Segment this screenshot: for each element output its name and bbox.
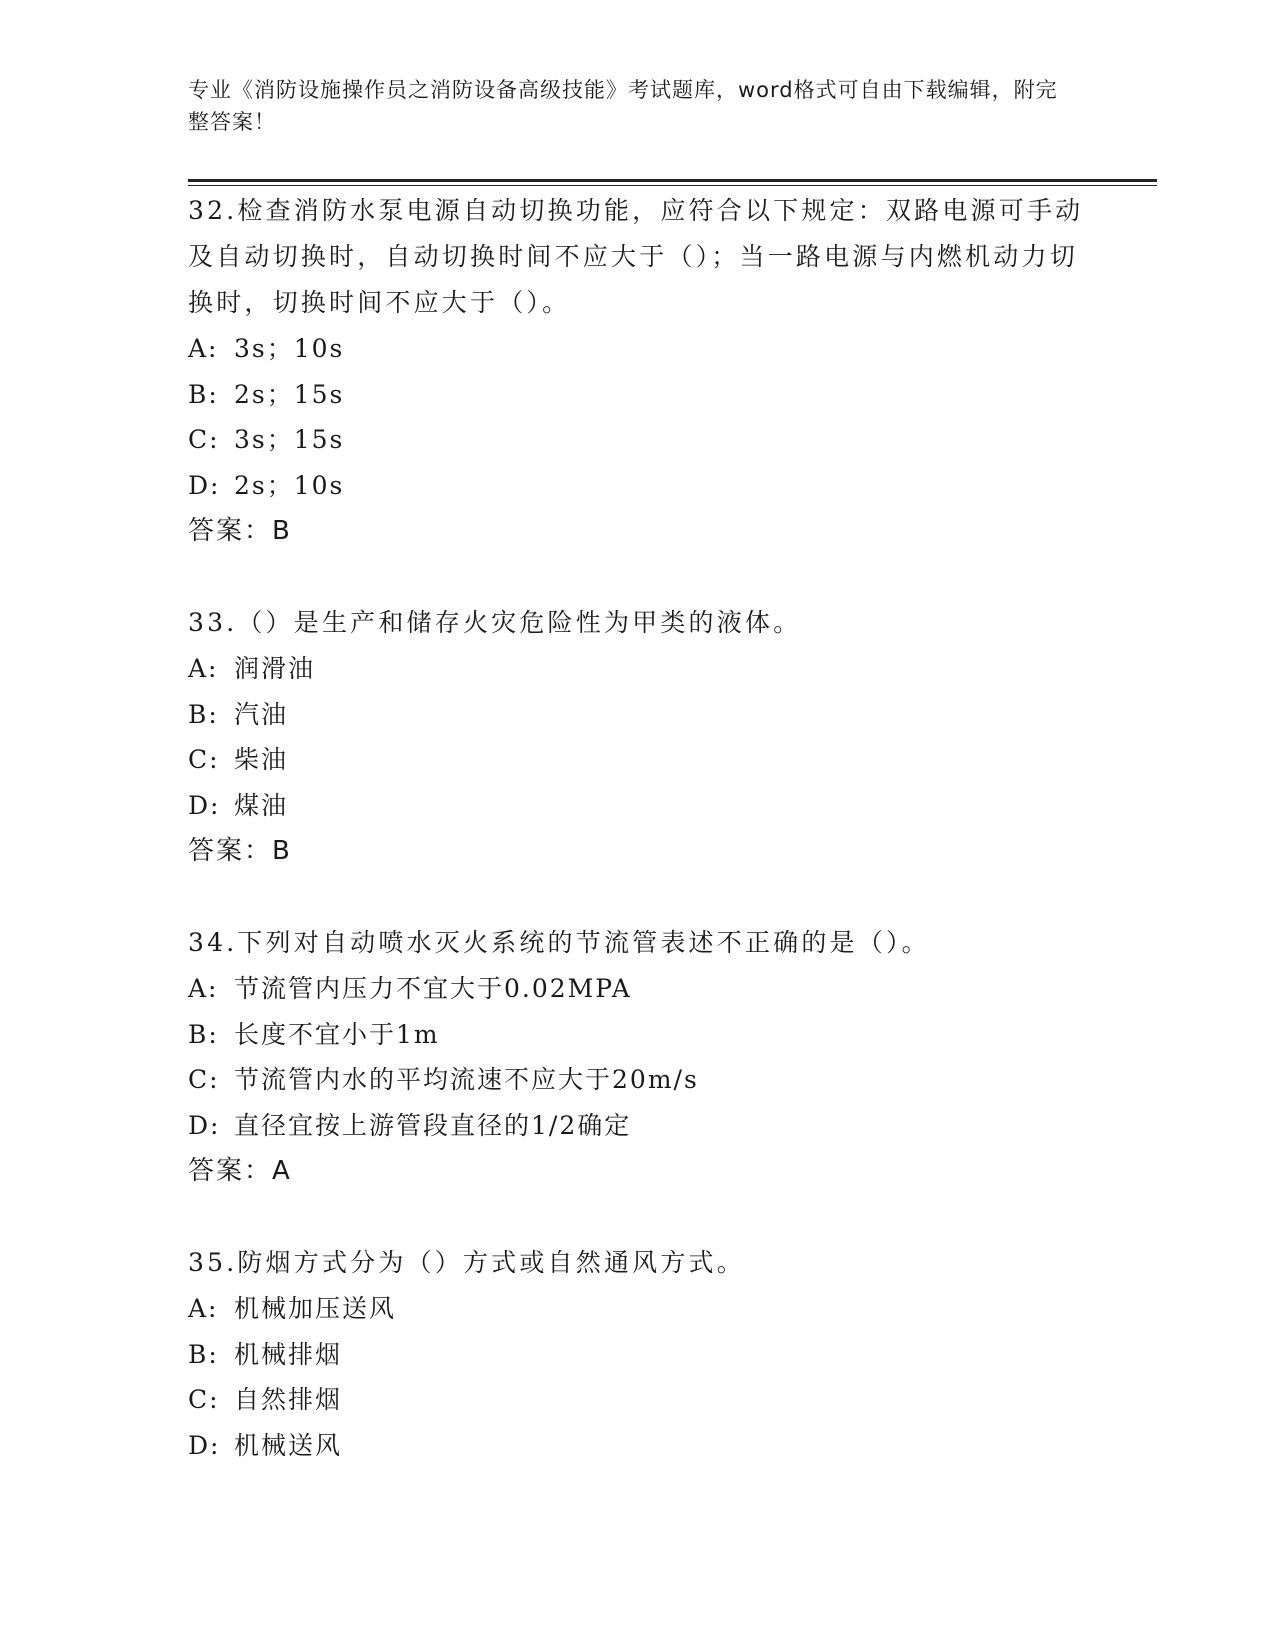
- option-d: [188, 1103, 1088, 1149]
- option-key: A:: [188, 974, 219, 1003]
- option-text: 节流管内压力不宜大于0.02MPA: [234, 974, 632, 1003]
- option-key: D:: [188, 470, 221, 500]
- option-d: [188, 783, 1088, 829]
- option-b: [188, 1332, 1088, 1378]
- option-b: [188, 372, 1088, 418]
- question-spacer: [188, 874, 1088, 920]
- option-key: D:: [188, 790, 221, 820]
- option-text: 机械排烟: [234, 1339, 343, 1369]
- option-key: D:: [188, 1430, 221, 1460]
- option-key: A:: [188, 334, 219, 363]
- option-text: 2s；10s: [234, 470, 345, 500]
- option-text: 汽油: [234, 699, 289, 729]
- option-c: [188, 1057, 1088, 1103]
- option-key: C:: [188, 1065, 220, 1094]
- option-key: B:: [188, 1019, 219, 1049]
- option-text: 柴油: [234, 745, 289, 774]
- question-list: [188, 188, 1088, 1468]
- option-key: C:: [188, 425, 220, 454]
- option-d: [188, 1423, 1088, 1469]
- option-key: B:: [188, 699, 219, 729]
- option-key: C:: [188, 1385, 220, 1414]
- option-text: 机械加压送风: [234, 1294, 397, 1323]
- option-text: 润滑油: [234, 654, 316, 683]
- option-text: 3s；10s: [234, 334, 345, 363]
- option-text: 3s；15s: [234, 425, 345, 454]
- option-a: [188, 646, 1088, 692]
- question-stem: 34.下列对自动喷水灭火系统的节流管表述不正确的是（）。: [188, 928, 930, 957]
- option-key: B:: [188, 379, 219, 409]
- question-35: [188, 1240, 1088, 1468]
- option-b: [188, 692, 1088, 738]
- question-33: [188, 600, 1088, 874]
- question-32: [188, 188, 1088, 554]
- option-a: [188, 1286, 1088, 1332]
- question-stem: 35.防烟方式分为（）方式或自然通风方式。: [188, 1248, 745, 1277]
- option-c: [188, 417, 1088, 463]
- header-divider-thin: [188, 185, 1157, 186]
- option-text: 自然排烟: [234, 1385, 343, 1414]
- option-text: 直径宜按上游管段直径的1/2确定: [234, 1110, 632, 1140]
- option-key: A:: [188, 654, 219, 683]
- question-stem: 33.（）是生产和储存火灾危险性为甲类的液体。: [188, 608, 802, 637]
- option-key: A:: [188, 1294, 219, 1323]
- option-text: 节流管内水的平均流速不应大于20m/s: [234, 1065, 699, 1094]
- question-34: [188, 920, 1088, 1194]
- option-d: [188, 463, 1088, 509]
- question-spacer: [188, 554, 1088, 600]
- answer-line: 答案：B: [188, 516, 292, 546]
- option-c: [188, 737, 1088, 783]
- option-key: D:: [188, 1110, 221, 1140]
- option-c: [188, 1377, 1088, 1423]
- option-text: 2s；15s: [234, 379, 345, 409]
- option-key: C:: [188, 745, 220, 774]
- question-stem: 32.检查消防水泵电源自动切换功能，应符合以下规定：双路电源可手动及自动切换时，自动切换时间不应大于（）；当一路电源与内燃机动力切换时，切换时间不应大于（）。: [188, 196, 1084, 317]
- option-a: [188, 326, 1088, 372]
- answer-line: 答案：B: [188, 836, 292, 866]
- option-b: [188, 1012, 1088, 1058]
- option-text: 长度不宜小于1m: [234, 1019, 440, 1049]
- answer-line: 答案：A: [188, 1156, 292, 1186]
- option-a: [188, 966, 1088, 1012]
- question-spacer: [188, 1194, 1088, 1240]
- option-text: 煤油: [234, 790, 289, 820]
- option-key: B:: [188, 1339, 219, 1369]
- header-divider-thick: [188, 179, 1157, 182]
- document-header: 专业《消防设施操作员之消防设备高级技能》考试题库，word格式可自由下载编辑，附完整答案！: [188, 78, 1058, 134]
- option-text: 机械送风: [234, 1430, 343, 1460]
